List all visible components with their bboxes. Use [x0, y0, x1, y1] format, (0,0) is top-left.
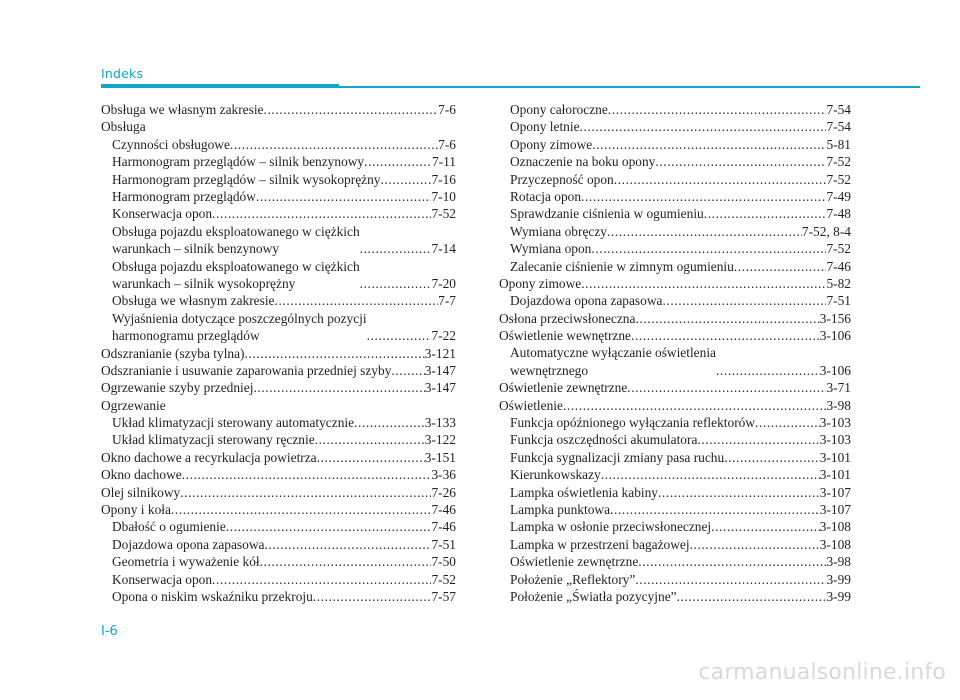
entry-text: Konserwacja opon [112, 571, 213, 587]
entry-text: Oświetlenie zewnętrzne [499, 380, 628, 396]
entry-text [112, 258, 360, 293]
entry-page: 3-101 [819, 467, 851, 483]
index-entry [499, 501, 851, 518]
index-entry [499, 379, 851, 396]
entry-text: Oznaczenie na boku opony [510, 154, 656, 170]
index-entry [101, 223, 456, 258]
entry-text-line2: warunkach – silnik wysokoprężny [112, 275, 296, 291]
dot-leader [635, 571, 826, 588]
entry-page: 7-11 [431, 154, 456, 170]
dot-leader [601, 466, 820, 483]
entry-page: 3-106 [819, 328, 851, 344]
entry-text: Dojazdowa opona zapasowa [112, 536, 265, 552]
entry-page: 3-133 [424, 415, 456, 431]
index-entry [101, 136, 456, 153]
entry-text: Osłona przeciwsłoneczna [499, 310, 636, 326]
entry-page: 7-54 [826, 119, 851, 135]
entry-text: Harmonogram przeglądów – silnik wysokoprężny [112, 171, 381, 187]
entry-text: Opony i koła [101, 502, 171, 518]
entry-page: 7-7 [438, 293, 456, 309]
entry-text-line1: Obsługa pojazdu eksploatowanego w ciężkich [112, 258, 360, 274]
dot-leader [212, 205, 431, 222]
index-entry [101, 118, 456, 135]
dot-leader [313, 588, 432, 605]
entry-text: Kierunkowskazy [510, 467, 601, 483]
dot-leader [253, 379, 424, 396]
entry-page: 3-71 [826, 380, 851, 396]
entry-text-line1: Wyjaśnienia dotyczące poszczególnych pozycji [112, 310, 367, 326]
entry-text: Oświetlenie [499, 397, 563, 413]
entry-page: 7-10 [431, 188, 456, 204]
section-title: Indeks [101, 66, 144, 81]
entry-text [510, 344, 716, 379]
entry-page: 3-99 [826, 571, 851, 587]
index-entry [101, 258, 456, 293]
entry-text: Opona o niskim wskaźniku przekroju [112, 588, 313, 604]
dot-leader [212, 571, 431, 588]
entry-text [112, 223, 360, 258]
entry-text [112, 310, 367, 345]
entry-page: 7-51 [431, 536, 456, 552]
index-entry [101, 466, 456, 483]
entry-text: Ogrzewanie szyby przedniej [101, 380, 254, 396]
entry-page: 5-82 [826, 275, 851, 291]
entry-page: 3-103 [819, 415, 851, 431]
dot-leader [317, 449, 425, 466]
index-entry [499, 431, 851, 448]
entry-page: 3-107 [819, 484, 851, 500]
entry-page: 7-52, 8-4 [801, 223, 851, 239]
entry-text: Przyczepność opon [510, 171, 614, 187]
entry-text: Obsługa [101, 119, 146, 135]
entry-text: Ogrzewanie [101, 397, 166, 413]
index-entry [101, 171, 456, 188]
entry-text: Olej silnikowy [101, 484, 181, 500]
index-entry [101, 205, 456, 222]
dot-leader [360, 275, 432, 292]
dot-leader [354, 414, 425, 431]
index-entry [499, 553, 851, 570]
index-entry [101, 188, 456, 205]
index-entry [499, 571, 851, 588]
entry-text: Opony całoroczne [510, 101, 608, 117]
entry-page: 7-57 [431, 588, 456, 604]
entry-page: 7-14 [431, 241, 456, 257]
entry-text: Obsługa we własnym zakresie [112, 293, 275, 309]
index-entry [101, 571, 456, 588]
index-entry [499, 536, 851, 553]
dot-leader [711, 518, 820, 535]
watermark: carmanualsonline.info [698, 660, 946, 685]
entry-page: 7-46 [431, 519, 456, 535]
entry-page: 3-98 [826, 397, 851, 413]
entry-text: Harmonogram przeglądów [112, 188, 256, 204]
dot-leader [367, 327, 432, 344]
index-entry [499, 240, 851, 257]
entry-page: 7-6 [438, 101, 456, 117]
index-entry [499, 205, 851, 222]
page-number: I-6 [101, 624, 118, 639]
dot-leader [608, 101, 827, 118]
entry-page: 3-147 [424, 380, 456, 396]
dot-leader [260, 553, 432, 570]
entry-text: Funkcja oszczędności akumulatora [510, 432, 698, 448]
entry-page: 3-103 [819, 432, 851, 448]
entry-page: 7-54 [826, 101, 851, 117]
entry-page: 3-147 [424, 362, 456, 378]
index-entry [499, 588, 851, 605]
entry-page: .7-16 [428, 171, 456, 187]
entry-page: 7-52 [826, 241, 851, 257]
index-entry [499, 275, 851, 292]
index-entry [499, 118, 851, 135]
entry-page: 7-49 [826, 188, 851, 204]
entry-page: 3-36 [431, 467, 456, 483]
entry-text: Geometria i wyważenie kół [112, 554, 260, 570]
entry-page: 3-108 [819, 536, 851, 552]
entry-page: 7-22 [431, 328, 456, 344]
entry-text: Lampka oświetlenia kabiny [510, 484, 658, 500]
entry-page: 7-46 [826, 258, 851, 274]
index-entry [101, 588, 456, 605]
dot-leader [610, 501, 820, 518]
entry-text-line2: harmonogramu przeglądów [112, 328, 260, 344]
index-entry [101, 310, 456, 345]
index-entry [101, 292, 456, 309]
entry-page: 7-48 [826, 206, 851, 222]
dot-leader [581, 275, 826, 292]
entry-text: Harmonogram przeglądów – silnik benzynowy [112, 154, 365, 170]
dot-leader [264, 101, 439, 118]
dot-leader [635, 310, 819, 327]
index-entry [499, 327, 851, 344]
entry-text: Oświetlenie zewnętrzne [510, 554, 639, 570]
index-column-left [101, 101, 456, 605]
index-entry [499, 518, 851, 535]
dot-leader [180, 484, 431, 501]
entry-page: 7-20 [431, 275, 456, 291]
entry-page: 7-52 [431, 571, 456, 587]
index-entry [499, 449, 851, 466]
index-entry [101, 501, 456, 518]
entry-page: 3-108 [819, 519, 851, 535]
dot-leader [662, 292, 826, 309]
index-entry [101, 414, 456, 431]
entry-text: Położenie „Reflektory” [510, 571, 636, 587]
entry-text: Czynności obsługowe [112, 136, 230, 152]
dot-leader [256, 188, 432, 205]
dot-leader [704, 205, 827, 222]
entry-text: Odszranianie (szyba tylna) [101, 345, 245, 361]
dot-leader [627, 379, 826, 396]
entry-text: Wymiana obręczy [510, 223, 607, 239]
entry-page: 7-52 [431, 206, 456, 222]
index-entry [499, 344, 851, 379]
dot-leader [716, 362, 820, 379]
entry-page: 7-52 [826, 154, 851, 170]
index-entry [101, 397, 456, 414]
dot-leader [658, 484, 820, 501]
entry-text: Układ klimatyzacji sterowany ręcznie [112, 432, 315, 448]
dot-leader [592, 136, 826, 153]
index-entry [499, 188, 851, 205]
entry-text: Obsługa we własnym zakresie [101, 101, 264, 117]
dot-leader [607, 223, 802, 240]
entry-text: Dojazdowa opona zapasowa [510, 293, 663, 309]
entry-page: 7-50 [431, 554, 456, 570]
dot-leader [755, 414, 820, 431]
dot-leader [381, 171, 429, 188]
entry-page: 3-122 [424, 432, 456, 448]
entry-text-line2: warunkach – silnik benzynowy [112, 241, 279, 257]
header-rule-thick [101, 84, 339, 88]
entry-text: Lampka w osłonie przeciwsłonecznej [510, 519, 712, 535]
index-column-right [499, 101, 851, 605]
dot-leader [360, 240, 432, 257]
entry-text: Dbałość o ogumienie [112, 519, 226, 535]
entry-text-line1: Obsługa pojazdu eksploatowanego w ciężkich [112, 223, 360, 239]
index-entry [101, 553, 456, 570]
dot-leader [275, 292, 439, 309]
entry-text: Wymiana opon [510, 241, 592, 257]
dot-leader [182, 466, 432, 483]
dot-leader [364, 153, 432, 170]
dot-leader [591, 240, 826, 257]
entry-text: Okno dachowe a recyrkulacja powietrza [101, 449, 317, 465]
index-entry [101, 518, 456, 535]
entry-page: 7-6 [438, 136, 456, 152]
dot-leader [226, 518, 432, 535]
entry-text: Lampka punktowa [510, 501, 611, 517]
dot-leader [724, 449, 820, 466]
entry-text: Położenie „Światła pozycyjne” [510, 588, 677, 604]
dot-leader [171, 501, 432, 518]
index-entry [101, 153, 456, 170]
dot-leader [563, 397, 826, 414]
index-entry [499, 258, 851, 275]
entry-page: 5-81 [826, 136, 851, 152]
index-entry [499, 310, 851, 327]
entry-text: Funkcja sygnalizacji zmiany pasa ruchu [510, 449, 725, 465]
dot-leader [655, 153, 826, 170]
entry-page: 7-26 [431, 484, 456, 500]
index-entry [101, 379, 456, 396]
dot-leader [614, 171, 827, 188]
entry-page: 7-51 [826, 293, 851, 309]
dot-leader [230, 136, 438, 153]
dot-leader [391, 362, 424, 379]
dot-leader [734, 258, 827, 275]
dot-leader [580, 118, 827, 135]
dot-leader [315, 431, 425, 448]
index-entry [499, 414, 851, 431]
entry-text: Oświetlenie wewnętrzne [499, 328, 631, 344]
entry-text: Sprawdzanie ciśnienia w ogumieniu [510, 206, 704, 222]
entry-text-line1: Automatyczne wyłączanie oświetlenia [510, 345, 716, 361]
index-entry [499, 136, 851, 153]
entry-text: Opony zimowe [499, 275, 582, 291]
index-entry [101, 449, 456, 466]
entry-text: Funkcja opóźnionego wyłączania reflektorów [510, 415, 756, 431]
index-entry [499, 466, 851, 483]
index-entry [101, 536, 456, 553]
entry-text: Odszranianie i usuwanie zaparowania przedniej szyby [101, 362, 392, 378]
entry-text: Rotacja opon [510, 188, 582, 204]
index-entry [101, 431, 456, 448]
index-entry [499, 101, 851, 118]
entry-text-line2: wewnętrznego [510, 362, 589, 378]
dot-leader [697, 431, 819, 448]
index-entry [499, 153, 851, 170]
index-entry [499, 171, 851, 188]
entry-page: 7-52 [826, 171, 851, 187]
index-entry [101, 101, 456, 118]
entry-text: Opony zimowe [510, 136, 593, 152]
entry-text: Opony letnie [510, 119, 580, 135]
entry-text: Okno dachowe [101, 467, 182, 483]
header-rule-thin [339, 86, 920, 88]
entry-page: 3-99 [826, 588, 851, 604]
index-entry [499, 292, 851, 309]
entry-text: Zalecanie ciśnienie w zimnym ogumieniu [510, 258, 734, 274]
entry-page: 7-46 [431, 502, 456, 518]
index-entry [101, 362, 456, 379]
index-entry [101, 345, 456, 362]
entry-page: 3-156 [819, 310, 851, 326]
dot-leader [690, 536, 820, 553]
entry-page: 3-101 [819, 449, 851, 465]
entry-page: 3-98 [826, 554, 851, 570]
dot-leader [677, 588, 827, 605]
index-entry [101, 484, 456, 501]
entry-text: Konserwacja opon [112, 206, 213, 222]
index-entry [499, 397, 851, 414]
dot-leader [245, 345, 425, 362]
index-entry [499, 484, 851, 501]
dot-leader [638, 553, 826, 570]
dot-leader [581, 188, 826, 205]
dot-leader [264, 536, 431, 553]
entry-page: 3-107 [819, 501, 851, 517]
entry-page: 3-106 [819, 362, 851, 378]
entry-text: Lampka w przestrzeni bagażowej [510, 536, 690, 552]
entry-text: Układ klimatyzacji sterowany automatycznie [112, 415, 355, 431]
entry-page: 3-121 [424, 345, 456, 361]
index-entry [499, 223, 851, 240]
dot-leader [631, 327, 820, 344]
entry-page: 3-151 [424, 449, 456, 465]
